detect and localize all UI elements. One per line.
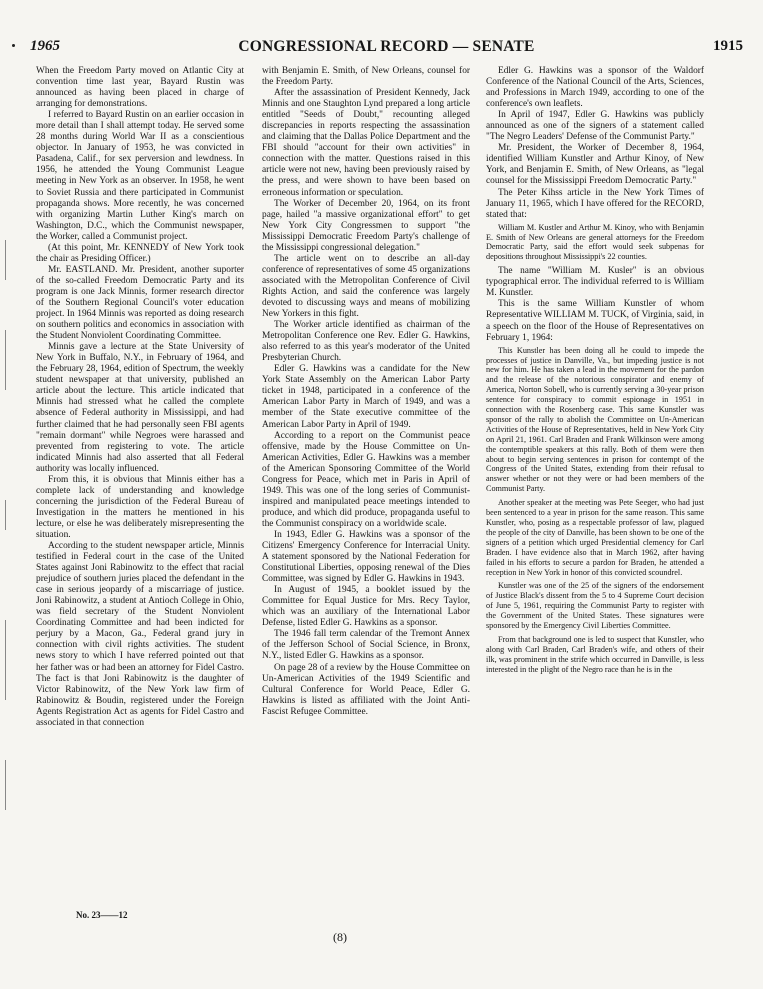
text-columns (0, 66, 763, 926)
paragraph: After the assassination of President Kennedy, Jack Minnis and one Staughton Lynd prepared a long article entitled "Seeds of Doubt," recounting alleged discrepancies in reports respecting the assassination and claiming that the Dallas Police Department and the FBI should "account for their own activities" in connection with the matter. Questions raised in this article were not new, having been previously raised by the press, and were shown to have been based on erroneous information or speculation. (262, 88, 470, 198)
paragraph: In 1943, Edler G. Hawkins was a sponsor of the Citizens' Emergency Conference for Interracial Unity. A statement sponsored by the National Federation for Constitutional Liberties, opposing renewal of the Dies Committee, was signed by Edler G. Hawkins in 1943. (262, 529, 470, 585)
quoted-passage: Another speaker at the meeting was Pete Seeger, who had just been sentenced to a year in prison for the same reason. This same Kunstler, who, posing as a respectable professor of law, plagued the people of the city of Danville, has been shown to be one of the signers of a petition which urged Presidential clemency for Carl Braden. I have evidence also that in March 1962, after having failed in his efforts to secure a pardon for Braden, he attended a reception in New York in honor of this convicted scoundrel. (486, 498, 704, 577)
paragraph: The Peter Kihss article in the New York Times of January 11, 1965, which I have offered for the RECORD, stated that: (486, 187, 704, 220)
scan-mark (12, 44, 15, 47)
paragraph: Edler G. Hawkins was a sponsor of the Waldorf Conference of the National Council of the Arts, Sciences, and Professions in March 1949, according to one of the conference's own leaflets. (486, 66, 704, 110)
paragraph: According to the student newspaper article, Minnis testified in Federal court in the case of the United States against Joni Rabinowitz to the effect that racial prejudice of southern juries placed the defendant in the case in serious jeopardy of a miscarriage of justice. Joni Rabinowitz, a student at Antioch College in Ohio, was field secretary of the Student Nonviolent Coordinating Committee and had been indicted for perjury by a Macon, Ga., Federal grand jury in connection with civil rights activities. The student news story to which I have referred pointed out that her father was or had been an attorney for Fidel Castro. The fact is that Joni Rabinowitz is the daughter of Victor Rabinowitz, of the New York law firm of Rabinowitz & Boudin, registered under the Foreign Agents Registration Act as agents for Fidel Castro and associated in that connection (36, 541, 244, 728)
page-header (30, 38, 743, 60)
paragraph: This is the same William Kunstler of whom Representative WILLIAM M. TUCK, of Virginia, said, in a speech on the floor of the House of Representatives on February 1, 1964: (486, 299, 704, 343)
quoted-passage: This Kunstler has been doing all he could to impede the processes of justice in Danville, Va., but impeding justice is not new for him. He has taken a lead in the movement for the pardon and the release of the notorious conspirator and enemy of America, Norton Sobell, who is currently serving a 30-year prison sentence for conspiracy to commit espionage in 1951 in connection with the Rosenberg case. This same Kunstler was sponsor of the rally to abolish the Committee on Un-American Activities of the House of Representatives, held in New York City on April 21, 1961. Carl Braden and Frank Wilkinson were among the contemptible speakers at this rally. Both of them were then about to begin serving sentences in prison for contempt of the Congress of the United States, extending from their refusal to answer whether or not they were or had been members of the Communist Party. (486, 345, 704, 494)
paragraph: The Worker article identified as chairman of the Metropolitan Conference one Rev. Edler G. Hawkins, also referred to as this year's moderator of the United Presbyterian Church. (262, 320, 470, 364)
header-page-number: 1915 (713, 38, 743, 54)
paragraph: In August of 1945, a booklet issued by the Committee for Equal Justice for Mrs. Recy Taylor, which was an auxiliary of the International Labor Defense, listed Edler G. Hawkins as a sponsor. (262, 585, 470, 629)
quoted-passage: Kunstler was one of the 25 of the signers of the endorsement of Justice Black's dissent from the 5 to 4 Supreme Court decision of June 5, 1961, requiring the Communist Party to register with the Government of the United States. These signatures were sponsored by the Emergency Civil Liberties Committee. (486, 581, 704, 631)
paragraph: The name "William M. Kusler" is an obvious typographical error. The individual referred to is William M. Kunstler. (486, 266, 704, 299)
quoted-passage: From that background one is led to suspect that Kunstler, who along with Carl Braden, Carl Braden's wife, and others of their ilk, was prominent in the strife which occurred in Danville, is less interested in the plight of the Negro race than he is in the (486, 634, 704, 674)
paragraph: Mr. President, the Worker of December 8, 1964, identified William Kunstler and Arthur Kinoy, of New York, and Benjamin E. Smith, of New Orleans, as "legal counsel for the Mississippi Freedom Democratic Party." (486, 143, 704, 187)
paragraph: Minnis gave a lecture at the State University of New York in Buffalo, N.Y., in February of 1964, and the February 28, 1964, edition of Spectrum, the weekly student newspaper at that university, published an article about the lecture. This article indicated that Minnis had stressed what he called the complete absence of Federal authority in Mississippi, and had further claimed that he had personally seen FBI agents "remain dormant" while Negroes were harassed and prevented from registering to vote. The article indicated Minnis had also asserted that all Federal authority was locally influenced. (36, 342, 244, 474)
paragraph: (At this point, Mr. KENNEDY of New York took the chair as Presiding Officer.) (36, 242, 244, 264)
column-2 (262, 66, 470, 926)
paragraph: From this, it is obvious that Minnis either has a complete lack of understanding and knowledge concerning the jurisdiction of the Federal Bureau of Investigation in the matters he mentioned in his lecture, or else he was deliberately misrepresenting the situation. (36, 474, 244, 540)
column-3 (486, 66, 704, 926)
paragraph: On page 28 of a review by the House Committee on Un-American Activities of the 1949 Scientific and Cultural Conference for World Peace, Edler G. Hawkins is listed as affiliated with the Joint Anti-Fascist Refugee Committee. (262, 662, 470, 717)
paragraph: The Worker of December 20, 1964, on its front page, hailed "a massive organizational effort" to get New York City Congressmen to support "the Mississippi Democratic Freedom Party's challenge of the Mississippi congressional delegation." (262, 198, 470, 253)
paragraph: The 1946 fall term calendar of the Tremont Annex of the Jefferson School of Social Science, in Bronx, N.Y., listed Edler G. Hawkins as a sponsor. (262, 629, 470, 662)
paragraph: When the Freedom Party moved on Atlantic City at convention time last year, Bayard Rustin was announced as having been placed in charge of arranging for demonstrations. (36, 66, 244, 110)
paragraph: Edler G. Hawkins was a candidate for the New York State Assembly on the American Labor Party ticket in 1948, participated in a conference of the American Labor Party in March of 1949, and was a member of the State executive committee of the American Labor Party in April of 1949. (262, 364, 470, 430)
header-year: 1965 (30, 38, 60, 54)
column-1 (36, 66, 244, 926)
paragraph: Mr. EASTLAND. Mr. President, another suporter of the so-called Freedom Democratic Party and its program is one Jack Minnis, former research director of the Southern Regional Council's voter education project. In 1964 Minnis was reported as doing research on southern politics and economics in association with the Student Nonviolent Coordinating Committee. (36, 264, 244, 342)
quoted-passage: William M. Kustler and Arthur M. Kinoy, who with Benjamin E. Smith of New Orleans are general attorneys for the Freedom Democratic Party, said the effort would seek subpenas for depositions throughout Mississippi's 22 counties. (486, 222, 704, 262)
paragraph: According to a report on the Communist peace offensive, made by the House Committee on Un-American Activities, Edler G. Hawkins was a member of the American Sponsoring Committee of the World Congress for Peace, which met in Paris in April of 1949. This was one of the long series of Communist-inspired and manipulated peace meetings intended to produce, and which did produce, propaganda useful to the Communist conspiracy on a worldwide scale. (262, 430, 470, 529)
issue-number: No. 23——12 (76, 910, 128, 920)
header-title: CONGRESSIONAL RECORD — SENATE (238, 38, 535, 55)
paragraph: with Benjamin E. Smith, of New Orleans, counsel for the Freedom Party. (262, 66, 470, 88)
paragraph: In April of 1947, Edler G. Hawkins was publicly announced as one of the signers of a statement called "The Negro Leaders' Defense of the Communist Party." (486, 110, 704, 143)
page-mark: (8) (333, 930, 347, 944)
paragraph: The article went on to describe an all-day conference of representatives of some 45 organizations associated with the Metropolitan Conference of Civil Rights Action, and said the conference was largely devoted to discussing ways and means of mobilizing New Yorkers in this fight. (262, 253, 470, 320)
paragraph: I referred to Bayard Rustin on an earlier occasion in more detail than I shall attempt today. He served some 28 months during World War II as a conscientious objector. In January of 1953, he was convicted in Pasadena, Calif., for sex perversion and lewdness. In 1956, he attended the Young Communist League meeting in New York as an observer. In 1958, he went to Soviet Russia and there participated in Communist propaganda shows. More recently, he was concerned with organizing Martin Luther King's march on Washington, D.C., which the Communist newspaper, the Worker, called a Communist project. (36, 110, 244, 242)
